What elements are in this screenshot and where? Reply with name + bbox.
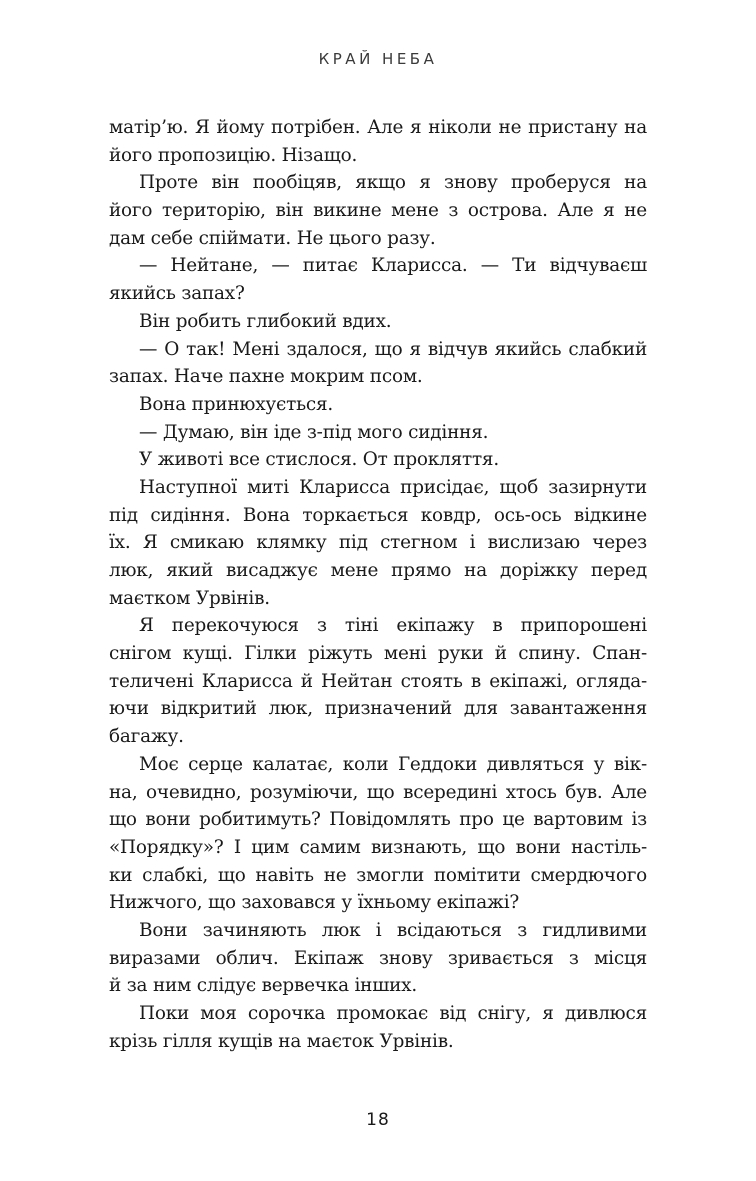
- text-line: — Нейтане, — питає Кларисса. — Ти відчуваєш: [139, 255, 647, 277]
- body-text: [109, 114, 647, 1055]
- text-line: якийсь запах?: [109, 283, 245, 305]
- text-line: багажу.: [109, 726, 184, 748]
- text-line: що вони робитимуть? Повідомлять про це вартовим із: [109, 809, 647, 831]
- text-line: Проте він пообіцяв, якщо я знову проберуся на: [139, 172, 647, 194]
- text-line: матір’ю. Я йому потрібен. Але я ніколи не пристану на: [109, 117, 647, 138]
- text-line: Нижчого, що заховався у їхньому екіпажі?: [109, 892, 520, 914]
- page-number: 18: [366, 1110, 390, 1130]
- text-line: запах. Наче пахне мокрим псом.: [109, 366, 423, 388]
- text-line: Він робить глибокий вдих.: [139, 310, 392, 332]
- text-line: ючи відкритий люк, призначений для завантаження: [109, 698, 647, 720]
- text-line: Вона принюхується.: [139, 393, 334, 415]
- running-head: КРАЙ НЕБА: [318, 50, 438, 68]
- text-line: теличені Кларисса й Нейтан стоять в екіпажі, огляда-: [109, 670, 647, 692]
- text-line: крізь гілля кущів на маєток Урвінів.: [109, 1030, 454, 1052]
- text-line: дам себе спіймати. Не цього разу.: [109, 227, 436, 249]
- text-line: їх. Я смикаю клямку під стегном і вислизаю через: [109, 532, 647, 554]
- text-line: — О так! Мені здалося, що я відчув якийсь слабкий: [139, 338, 647, 360]
- text-line: Я перекочуюся з тіні екіпажу в припорошені: [139, 615, 647, 637]
- text-line: Вони зачиняють люк і всідаються з гидливими: [139, 919, 647, 941]
- text-line: Моє серце калатає, коли Геддоки дивляться у вік-: [139, 753, 647, 775]
- text-line: його пропозицію. Нізащо.: [109, 144, 358, 166]
- text-line: й за ним слідує вервечка інших.: [109, 975, 417, 997]
- text-line: під сидіння. Вона торкається ковдр, ось-ось відкине: [109, 504, 647, 526]
- text-line: його територію, він викине мене з острова. Але я не: [109, 200, 647, 222]
- text-line: ки слабкі, що навіть не змогли помітити смердючого: [109, 864, 647, 886]
- text-line: виразами облич. Екіпаж знову зривається з місця: [109, 947, 647, 969]
- text-line: Наступної миті Кларисса присідає, щоб зазирнути: [139, 476, 647, 498]
- text-line: снігом кущі. Гілки ріжуть мені руки й спину. Спан-: [109, 643, 647, 665]
- text-line: — Думаю, він іде з-під мого сидіння.: [139, 421, 489, 443]
- text-line: люк, який висаджує мене прямо на доріжку перед: [109, 560, 647, 581]
- text-line: на, очевидно, розуміючи, що всередині хтось був. Але: [109, 781, 647, 803]
- text-line: «Порядку»? І цим самим визнають, що вони настіль-: [109, 836, 647, 858]
- text-line: маєтком Урвінів.: [109, 587, 270, 609]
- text-line: Поки моя сорочка промокає від снігу, я дивлюся: [139, 1003, 647, 1024]
- text-line: У животі все стислося. От прокляття.: [139, 449, 499, 471]
